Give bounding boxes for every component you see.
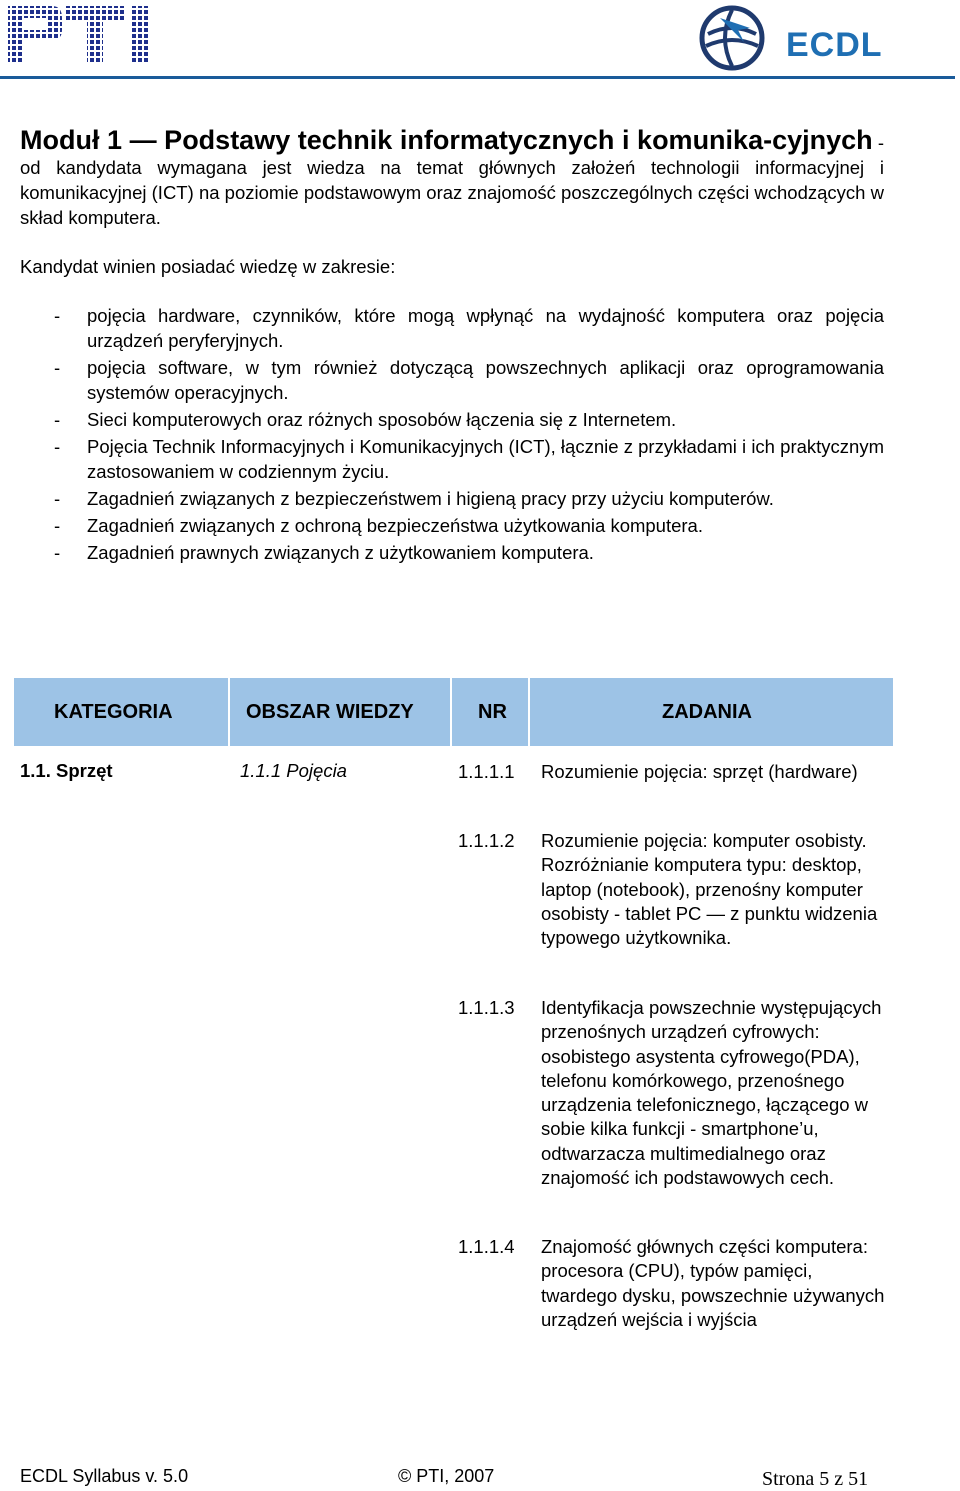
header-category: KATEGORIA (54, 701, 173, 723)
header-area: OBSZAR WIEDZY (246, 701, 414, 723)
table-row (456, 760, 886, 784)
task-number: 1.1.1.1 (458, 761, 515, 782)
module-title: Moduł 1 — Podstawy technik informatycznych i komunika-cyjnych (20, 125, 873, 155)
pti-logo (6, 4, 174, 64)
ecdl-wordmark: ECDL (786, 26, 883, 64)
list-item: - Zagadnień związanych z bezpieczeństwem i higieną pracy przy użyciu komputerów. (54, 488, 774, 509)
list-item: - Zagadnień związanych z ochroną bezpieczeństwa użytkowania komputera. (54, 515, 703, 536)
footer-copyright: © PTI, 2007 (398, 1466, 495, 1486)
lead-text: Kandydat winien posiadać wiedzę w zakresie: (20, 256, 396, 277)
topic-list (20, 303, 884, 565)
header-divider (0, 76, 955, 79)
list-item: - Pojęcia Technik Informacyjnych i Komunikacyjnych (ICT), łącznie z przykładami i ich praktycznym zastosowaniem w codziennym życiu. (54, 436, 884, 482)
table-row (456, 996, 886, 1190)
main-content (20, 125, 884, 567)
column-divider (228, 678, 230, 746)
table-row (456, 829, 886, 950)
footer-page-number: Strona 5 z 51 (762, 1468, 869, 1490)
task-description: Rozumienie pojęcia: sprzęt (hardware) (541, 761, 858, 782)
task-description: Rozumienie pojęcia: komputer osobisty. Rozróżnianie komputera typu: desktop, laptop (notebook), przenośny komputer osobisty - tablet PC — z punktu widzenia typowego użytkownika. (541, 830, 878, 949)
task-description: Znajomość głównych części komputera: procesora (CPU), typów pamięci, twardego dysku, powszechnie używanych urządzeń wejścia i wyjścia (541, 1236, 885, 1330)
task-number: 1.1.1.3 (458, 997, 515, 1018)
task-number: 1.1.1.2 (458, 830, 515, 851)
table-row (456, 1235, 886, 1332)
category-cell: 1.1. Sprzęt (20, 760, 113, 781)
globe-icon (698, 4, 768, 72)
header-tasks: ZADANIA (662, 701, 752, 723)
list-item: - pojęcia hardware, czynników, które mogą wpłynąć na wydajność komputera oraz pojęcia urządzeń peryferyjnych. (54, 305, 884, 351)
task-number: 1.1.1.4 (458, 1236, 515, 1257)
syllabus-table-header (12, 678, 893, 746)
ecdl-logo (698, 4, 898, 72)
column-divider (450, 678, 452, 746)
page-header (0, 0, 960, 90)
list-item: - pojęcia software, w tym również dotyczącą powszechnych aplikacji oraz oprogramowania systemów operacyjnych. (54, 357, 884, 403)
intro-text: - od kandydata wymagana jest wiedza na temat głównych założeń technologii informacyjnej i komunikacyjnej (ICT) na poziomie podstawowym oraz znajomość poszczególnych części wchodzących w skład komputera. (20, 132, 884, 228)
header-nr: NR (478, 701, 507, 723)
intro-paragraph (20, 125, 884, 230)
list-item: - Sieci komputerowych oraz różnych sposobów łączenia się z Internetem. (54, 409, 677, 430)
list-item: - Zagadnień prawnych związanych z użytkowaniem komputera. (54, 542, 594, 563)
area-cell: 1.1.1 Pojęcia (240, 760, 347, 781)
task-description: Identyfikacja powszechnie występujących przenośnych urządzeń cyfrowych: osobistego asystenta cyfrowego(PDA), telefonu komórkowego, przenośnego urządzenia telefonicznego, łączącego w sobie kilka funkcji - smartphone’u, odtwarzacza multimedialnego oraz znajomość ich podstawowych cech. (541, 997, 882, 1189)
column-divider (528, 678, 530, 746)
footer-syllabus: ECDL Syllabus v. 5.0 (20, 1466, 189, 1486)
